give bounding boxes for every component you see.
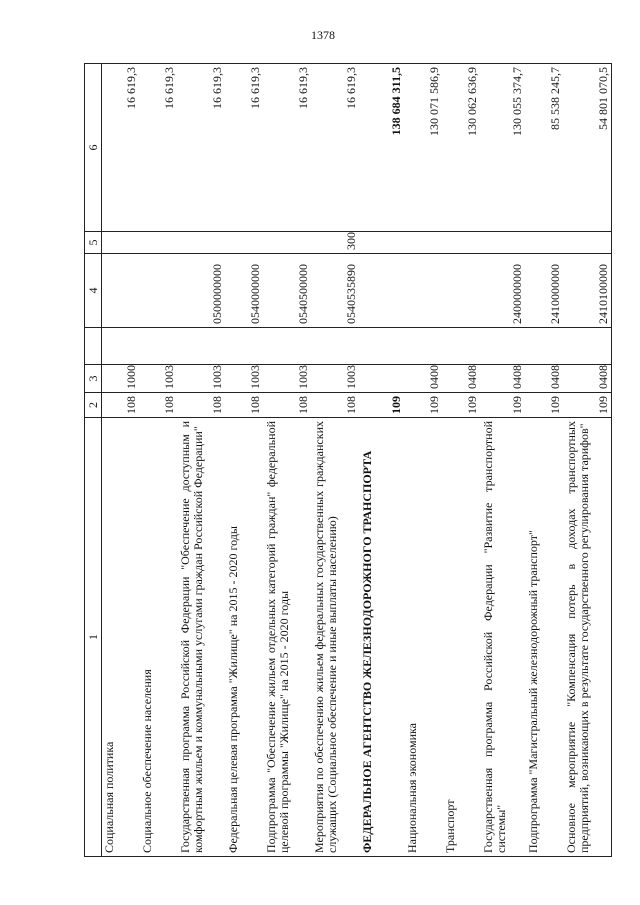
row-target-code: 2410100000 [564,254,612,328]
row-expense-type: 300 [312,232,360,254]
row-target-code [140,254,178,328]
row-section-code: 1003 [312,365,360,393]
budget-table [84,63,612,857]
row-section-code: 1003 [178,365,226,393]
header-col-2: 2 [85,393,102,418]
row-name: Подпрограмма "Магистральный железнодорожный транспорт" [526,418,564,857]
row-target-code: 2400000000 [481,254,526,328]
row-expense-type [226,232,264,254]
row-admin-code: 109 [564,393,612,418]
row-admin-code: 108 [226,393,264,418]
row-amount: 130 071 586,9 [405,64,443,232]
row-admin-code: 109 [443,393,481,418]
row-target-code: 0540500000 [264,254,312,328]
row-expense-type [564,232,612,254]
row-section-code: 0408 [481,365,526,393]
table-row [178,64,226,857]
header-row [85,64,102,857]
row-amount: 130 055 374,7 [481,64,526,232]
row-target-code [405,254,443,328]
row-name: Мероприятия по обеспечению жильем федеральных государственных гражданских служащих (Социальное обеспечение и иные выплаты населению) [312,418,360,857]
row-name: Федеральная целевая программа "Жилище" на 2015 - 2020 годы [226,418,264,857]
row-name: Социальная политика [102,418,140,857]
row-admin-code: 108 [102,393,140,418]
row-target-code: 2410000000 [526,254,564,328]
row-amount: 16 619,3 [264,64,312,232]
row-name: Подпрограмма "Обеспечение жильем отдельных категорий граждан" федеральной целевой программы "Жилище" на 2015 - 2020 годы [264,418,312,857]
table-row-agency [360,64,405,857]
row-admin-code: 109 [360,393,405,418]
table-row [405,64,443,857]
row-target-code: 0540000000 [226,254,264,328]
row-section-code: 1003 [140,365,178,393]
row-admin-code: 109 [481,393,526,418]
table-row [312,64,360,857]
row-admin-code: 109 [405,393,443,418]
row-expense-type [264,232,312,254]
table-row [526,64,564,857]
row-amount: 16 619,3 [312,64,360,232]
row-section-code: 0408 [564,365,612,393]
row-section-code [360,365,405,393]
row-target-code [360,254,405,328]
row-amount: 85 538 245,7 [526,64,564,232]
table-row [443,64,481,857]
row-amount: 16 619,3 [140,64,178,232]
table-row [140,64,178,857]
row-amount: 16 619,3 [178,64,226,232]
row-target-code [443,254,481,328]
row-expense-type [140,232,178,254]
budget-table-rotated [84,64,610,857]
row-name: Государственная программа Российской Федерации "Развитие транспортной системы" [481,418,526,857]
row-name: Основное мероприятие "Компенсация потерь в доходах транспортных предприятий, возникающих в результате государственного регулирования тарифов" [564,418,612,857]
row-section-code: 0408 [526,365,564,393]
header-col-6: 6 [85,64,102,232]
header-col-1: 1 [85,418,102,857]
row-amount: 138 684 311,5 [360,64,405,232]
row-name: Национальная экономика [405,418,443,857]
row-admin-code: 108 [140,393,178,418]
header-col-4: 4 [85,254,102,328]
row-expense-type [443,232,481,254]
table-row [564,64,612,857]
row-admin-code: 108 [264,393,312,418]
row-admin-code: 108 [178,393,226,418]
row-expense-type [360,232,405,254]
row-name: Транспорт [443,418,481,857]
table-row [102,64,140,857]
row-amount: 130 062 636,9 [443,64,481,232]
row-section-code: 1003 [226,365,264,393]
row-target-code: 0540535890 [312,254,360,328]
table-row [264,64,312,857]
row-section-code: 1003 [264,365,312,393]
table-row [481,64,526,857]
row-target-code: 0500000000 [178,254,226,328]
row-expense-type [526,232,564,254]
row-admin-code: 109 [526,393,564,418]
row-target-code [102,254,140,328]
page-number: 1378 [311,28,335,42]
row-amount: 16 619,3 [226,64,264,232]
row-name: Государственная программа Российской Федерации "Обеспечение доступным и комфортным жильем и коммунальными услугами граждан Российской Федерации" [178,418,226,857]
row-expense-type [481,232,526,254]
header-col-3: 3 [85,365,102,393]
row-section-code: 1000 [102,365,140,393]
row-amount: 16 619,3 [102,64,140,232]
row-name: Социальное обеспечение населения [140,418,178,857]
header-col-5: 5 [85,232,102,254]
row-expense-type [178,232,226,254]
row-name: ФЕДЕРАЛЬНОЕ АГЕНТСТВО ЖЕЛЕЗНОДОРОЖНОГО ТРАНСПОРТА [360,418,405,857]
row-expense-type [405,232,443,254]
table-row [226,64,264,857]
row-section-code: 0408 [443,365,481,393]
row-section-code: 0400 [405,365,443,393]
header-col-blank [85,328,102,365]
row-amount: 54 801 070,5 [564,64,612,232]
row-expense-type [102,232,140,254]
row-admin-code: 108 [312,393,360,418]
